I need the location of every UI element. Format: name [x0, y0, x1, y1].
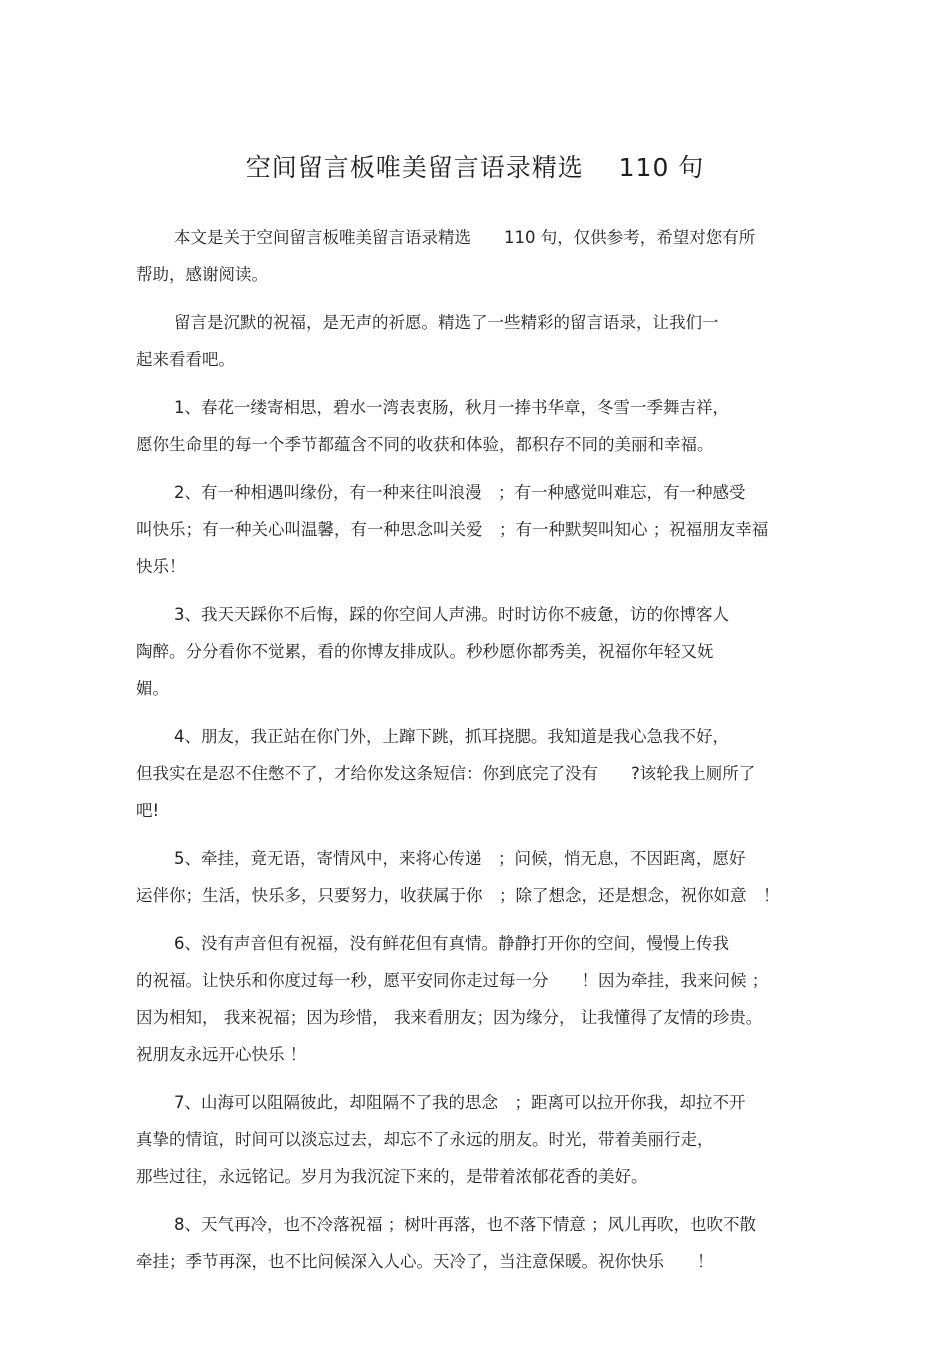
paragraph-line: 媚。 [136, 679, 169, 698]
document-body [136, 224, 816, 1296]
paragraph [136, 224, 816, 298]
paragraph-line: 起来看看吧。 [136, 350, 235, 369]
paragraph-line: 愿你生命里的每一个季节都蕴含不同的收获和体验，都积存不同的美丽和幸福。 [136, 435, 714, 454]
paragraph-line: 本文是关于空间留言板唯美留言语录精选 110 句，仅供参考，希望对您有所 [174, 228, 756, 247]
paragraph-line: 3、我天天踩你不后悔，踩的你空间人声沸。时时访你不疲惫，访的你博客人 [174, 605, 729, 624]
paragraph [136, 479, 816, 590]
paragraph-line: 4、朋友，我正站在你门外，上蹿下跳，抓耳挠腮。我知道是我心急我不好， [174, 727, 729, 746]
paragraph-line: 那些过往，永远铭记。岁月为我沉淀下来的，是带着浓郁花香的美好。 [136, 1167, 648, 1186]
paragraph-line: 留言是沉默的祝福，是无声的祈愿。精选了一些精彩的留言语录，让我们一 [174, 313, 719, 332]
paragraph-line: 陶醉。分分看你不觉累，看的你博友排成队。秒秒愿你都秀美，祝福你年轻又妩 [136, 642, 714, 661]
paragraph [136, 309, 816, 383]
document-title: 空间留言板唯美留言语录精选 110 句 [245, 153, 705, 182]
paragraph [136, 394, 816, 468]
paragraph [136, 845, 816, 919]
paragraph [136, 1211, 816, 1285]
paragraph-line: 吧! [136, 801, 160, 820]
paragraph-line: 2、有一种相遇叫缘份，有一种来往叫浪漫 ；有一种感觉叫难忘，有一种感受 [174, 483, 746, 502]
paragraph-line: 8、天气再冷，也不冷落祝福 ；树叶再落，也不落下情意 ；风儿再吹，也吹不散 [174, 1215, 756, 1234]
paragraph [136, 930, 816, 1078]
paragraph-line: 因为相知， 我来祝福；因为珍惜， 我来看朋友；因为缘分， 让我懂得了友情的珍贵。 [136, 1008, 763, 1027]
paragraph-line: 祝朋友永远开心快乐 ！ [136, 1045, 307, 1064]
paragraph-line: 6、没有声音但有祝福，没有鲜花但有真情。静静打开你的空间，慢慢上传我 [174, 934, 729, 953]
paragraph-line: 运伴你；生活，快乐多，只要努力，收获属于你 ；除了想念，还是想念，祝你如意 ！ [136, 886, 780, 905]
paragraph-line: 1、春花一缕寄相思，碧水一湾表衷肠，秋月一捧书华章，冬雪一季舞吉祥， [174, 398, 729, 417]
paragraph-line: 帮助，感谢阅读。 [136, 265, 268, 284]
paragraph [136, 1089, 816, 1200]
paragraph-line: 真挚的情谊，时间可以淡忘过去，却忘不了永远的朋友。时光，带着美丽行走， [136, 1130, 714, 1149]
paragraph-line: 快乐！ [136, 557, 186, 576]
paragraph-line: 的祝福。让快乐和你度过每一秒，愿平安同你走过每一分 ！因为牵挂，我来问候 ； [136, 971, 769, 990]
paragraph-line: 7、山海可以阻隔彼此，却阻隔不了我的思念 ；距离可以拉开你我，却拉不开 [174, 1093, 746, 1112]
paragraph [136, 723, 816, 834]
paragraph-line: 叫快乐；有一种关心叫温馨，有一种思念叫关爱 ；有一种默契叫知心 ；祝福朋友幸福 [136, 520, 769, 539]
paragraph-line: 5、牵挂，竟无语，寄情风中，来将心传递 ；问候，悄无息，不因距离，愿好 [174, 849, 746, 868]
paragraph [136, 601, 816, 712]
paragraph-line: 牵挂；季节再深，也不比问候深入人心。天冷了，当注意保暖。祝你快乐 ！ [136, 1252, 714, 1271]
paragraph-line: 但我实在是忍不住憋不了，才给你发这条短信：你到底完了没有 ?该轮我上厕所了 [136, 764, 756, 783]
